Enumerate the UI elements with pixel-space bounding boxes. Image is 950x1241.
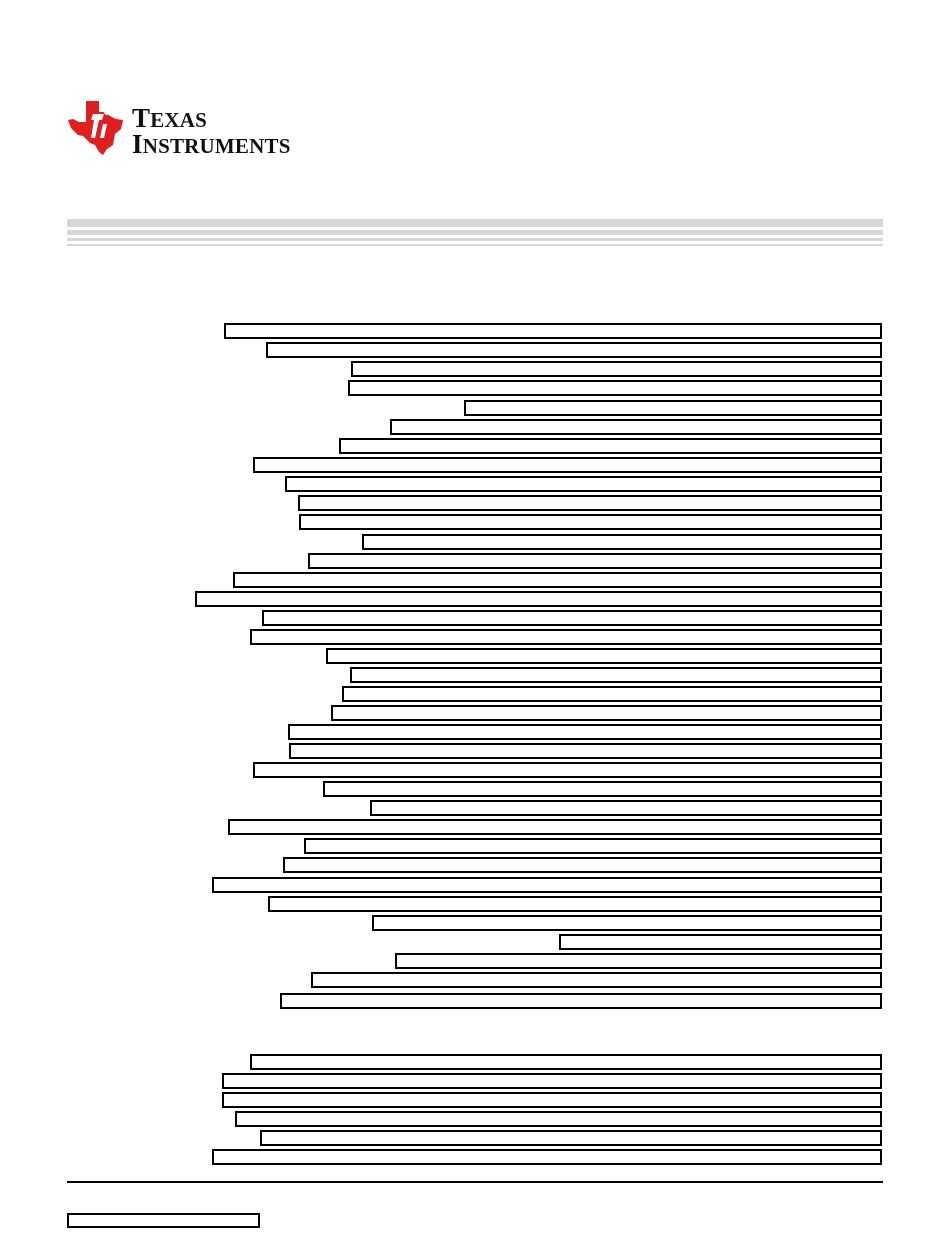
redacted-list-entry	[222, 1092, 882, 1108]
redacted-toc-entry	[370, 800, 882, 816]
redacted-toc-entry	[362, 534, 882, 550]
redacted-toc-entry	[253, 762, 882, 778]
redacted-toc-entry	[326, 648, 882, 664]
redacted-toc-entry	[350, 667, 882, 683]
redacted-list-entry	[212, 1149, 882, 1165]
redacted-list-entry	[250, 1054, 882, 1070]
header-rule-band	[67, 219, 883, 247]
redacted-toc-entry	[323, 781, 882, 797]
redacted-toc-entry	[266, 342, 882, 358]
redacted-toc-entry	[390, 419, 882, 435]
redacted-toc-entry	[299, 514, 882, 530]
redacted-list-entry	[260, 1130, 882, 1146]
redacted-toc-entry	[289, 743, 882, 759]
redacted-toc-entry	[372, 915, 882, 931]
redacted-footer-text	[67, 1213, 260, 1228]
header-rule	[67, 230, 883, 235]
redacted-toc-entry	[280, 993, 882, 1009]
redacted-toc-entry	[195, 591, 882, 607]
redacted-toc-entry	[212, 877, 882, 893]
redacted-list-entry	[235, 1111, 882, 1127]
footer-rule	[67, 1181, 883, 1183]
redacted-toc-entry	[342, 686, 882, 702]
redacted-toc-entry	[304, 838, 882, 854]
redacted-toc-entry	[285, 476, 882, 492]
redacted-toc-entry	[351, 361, 882, 377]
redacted-toc-entry	[348, 380, 882, 396]
redacted-toc-entry	[250, 629, 882, 645]
redacted-toc-entry	[331, 705, 882, 721]
redacted-toc-entry	[262, 610, 882, 626]
redacted-toc-entry	[288, 724, 882, 740]
redacted-toc-entry	[224, 323, 882, 339]
redacted-toc-entry	[228, 819, 882, 835]
redacted-toc-entry	[308, 553, 882, 569]
redacted-toc-entry	[311, 972, 882, 988]
redacted-toc-entry	[559, 934, 882, 950]
redacted-list-entry	[222, 1073, 882, 1089]
brand-name-line2: INSTRUMENTS	[132, 129, 291, 159]
header-rule	[67, 244, 883, 246]
redacted-toc-entry	[395, 953, 882, 969]
redacted-toc-entry	[464, 400, 882, 416]
brand-name-line1: TEXAS	[132, 103, 208, 133]
redacted-toc-entry	[268, 896, 882, 912]
header-rule	[67, 238, 883, 241]
texas-instruments-logo	[66, 98, 326, 160]
redacted-toc-entry	[253, 457, 882, 473]
ti-state-icon	[66, 98, 126, 158]
redacted-toc-entry	[283, 857, 882, 873]
redacted-toc-entry	[233, 572, 882, 588]
header-rule	[67, 219, 883, 227]
redacted-toc-entry	[339, 438, 882, 454]
redacted-toc-entry	[298, 495, 882, 511]
